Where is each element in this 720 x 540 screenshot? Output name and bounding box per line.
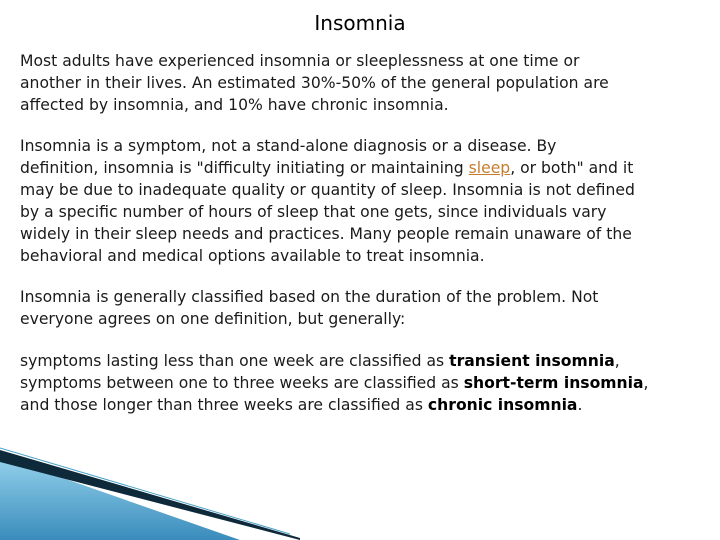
text-line: affected by insomnia, and 10% have chronic insomnia. [20, 96, 449, 114]
text-segment: definition, insomnia is "difficulty initiating or maintaining [20, 159, 469, 177]
text-segment: symptoms between one to three weeks are classified as [20, 374, 464, 392]
text-line: by a specific number of hours of sleep that one gets, since individuals vary [20, 203, 607, 221]
text-line [20, 372, 716, 394]
text-line [20, 157, 716, 179]
slide-title: Insomnia [314, 11, 406, 35]
term-chronic-insomnia: chronic insomnia [427, 396, 578, 414]
text-segment: symptoms lasting less than one week are classified as [20, 352, 450, 370]
text-line: Insomnia is a symptom, not a stand-alone diagnosis or a disease. By [20, 137, 557, 155]
text-segment: , or both" and it [510, 159, 634, 177]
text-segment: , [614, 352, 620, 370]
term-short-term-insomnia: short-term insomnia [463, 374, 644, 392]
decorative-swoosh [0, 440, 720, 540]
text-segment: . [577, 396, 583, 414]
paragraph-intro [20, 50, 716, 116]
paragraph-definition [20, 135, 716, 267]
text-line: everyone agrees on one definition, but generally: [20, 310, 406, 328]
text-line [20, 394, 716, 416]
text-line: another in their lives. An estimated 30%-50% of the general population are [20, 74, 609, 92]
text-segment: and those longer than three weeks are classified as [20, 396, 428, 414]
term-transient-insomnia: transient insomnia [449, 352, 615, 370]
paragraph-types [20, 350, 716, 416]
text-line: may be due to inadequate quality or quantity of sleep. Insomnia is not defined [20, 181, 635, 199]
text-line: Insomnia is generally classified based on the duration of the problem. Not [20, 288, 599, 306]
text-line [20, 350, 716, 372]
paragraph-classification [20, 286, 716, 330]
text-line: widely in their sleep needs and practices. Many people remain unaware of the [20, 225, 632, 243]
sleep-link[interactable]: sleep [468, 159, 511, 177]
text-segment: , [643, 374, 649, 392]
text-line: behavioral and medical options available to treat insomnia. [20, 247, 485, 265]
text-line: Most adults have experienced insomnia or sleeplessness at one time or [20, 52, 580, 70]
